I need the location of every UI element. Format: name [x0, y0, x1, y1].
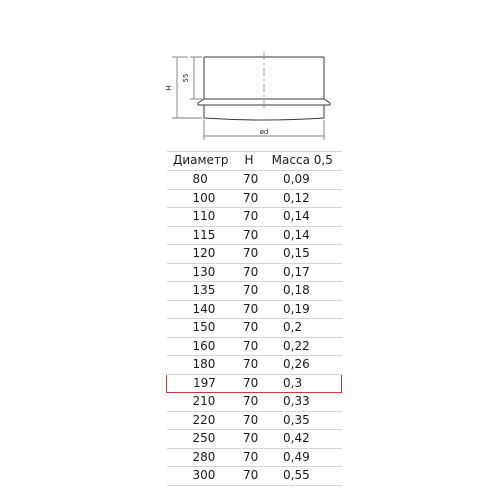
height-cell: 70: [235, 337, 263, 356]
height-cell: 70: [235, 374, 263, 393]
mass-cell: 0,12: [263, 189, 342, 208]
table-row: [167, 430, 342, 449]
mass-cell: 0,2: [263, 319, 342, 338]
mass-cell: 0,49: [263, 448, 342, 467]
height-cell: 70: [235, 300, 263, 319]
diameter-cell: 150: [167, 319, 236, 338]
dimension-h: [172, 57, 202, 118]
height-cell: 70: [235, 448, 263, 467]
table-body: [167, 171, 342, 486]
table-row: [167, 208, 342, 227]
diameter-cell: 115: [167, 226, 236, 245]
table-row: [167, 282, 342, 301]
mass-cell: 0,22: [263, 337, 342, 356]
mass-cell: 0,3: [263, 374, 342, 393]
height-cell: 70: [235, 208, 263, 227]
table-row-highlighted: [167, 374, 342, 393]
diameter-cell: 210: [167, 393, 236, 412]
height-cell: 70: [235, 430, 263, 449]
mass-cell: 0,18: [263, 282, 342, 301]
table-header-row: [167, 152, 342, 171]
diameter-cell: 120: [167, 245, 236, 264]
label-h: H: [165, 85, 173, 91]
table-row: [167, 263, 342, 282]
diameter-cell: 180: [167, 356, 236, 375]
specification-table: [166, 151, 342, 486]
height-cell: 70: [235, 245, 263, 264]
mass-cell: 0,17: [263, 263, 342, 282]
height-cell: 70: [235, 356, 263, 375]
height-cell: 70: [235, 263, 263, 282]
diameter-cell: 250: [167, 430, 236, 449]
label-diameter: ød: [259, 128, 269, 136]
table-row: [167, 448, 342, 467]
table-row: [167, 300, 342, 319]
diameter-cell: 300: [167, 467, 236, 486]
table-row: [167, 171, 342, 190]
diameter-cell: 100: [167, 189, 236, 208]
table-row: [167, 411, 342, 430]
diameter-cell: 220: [167, 411, 236, 430]
mass-cell: 0,35: [263, 411, 342, 430]
height-cell: 70: [235, 226, 263, 245]
table-row: [167, 467, 342, 486]
cap-technical-drawing: [0, 0, 500, 150]
column-header-mass: Масса 0,5: [263, 152, 342, 171]
height-cell: 70: [235, 282, 263, 301]
diameter-cell: 80: [167, 171, 236, 190]
table-row: [167, 189, 342, 208]
height-cell: 70: [235, 189, 263, 208]
table-row: [167, 245, 342, 264]
dimension-55: [190, 57, 202, 99]
diameter-cell: 280: [167, 448, 236, 467]
column-header-diameter: Диаметр: [167, 152, 236, 171]
table-row: [167, 226, 342, 245]
table-row: [167, 337, 342, 356]
height-cell: 70: [235, 411, 263, 430]
mass-cell: 0,26: [263, 356, 342, 375]
table-row: [167, 393, 342, 412]
diameter-cell: 130: [167, 263, 236, 282]
mass-cell: 0,15: [263, 245, 342, 264]
height-cell: 70: [235, 319, 263, 338]
mass-cell: 0,14: [263, 208, 342, 227]
table-row: [167, 319, 342, 338]
mass-cell: 0,42: [263, 430, 342, 449]
diameter-cell: 135: [167, 282, 236, 301]
label-55: 55: [182, 73, 190, 83]
diameter-cell: 160: [167, 337, 236, 356]
height-cell: 70: [235, 467, 263, 486]
diameter-cell: 140: [167, 300, 236, 319]
height-cell: 70: [235, 171, 263, 190]
mass-cell: 0,19: [263, 300, 342, 319]
height-cell: 70: [235, 393, 263, 412]
mass-cell: 0,14: [263, 226, 342, 245]
diameter-cell: 110: [167, 208, 236, 227]
mass-cell: 0,33: [263, 393, 342, 412]
column-header-h: H: [235, 152, 263, 171]
table-row: [167, 356, 342, 375]
mass-cell: 0,09: [263, 171, 342, 190]
diameter-cell: 197: [167, 374, 236, 393]
mass-cell: 0,55: [263, 467, 342, 486]
